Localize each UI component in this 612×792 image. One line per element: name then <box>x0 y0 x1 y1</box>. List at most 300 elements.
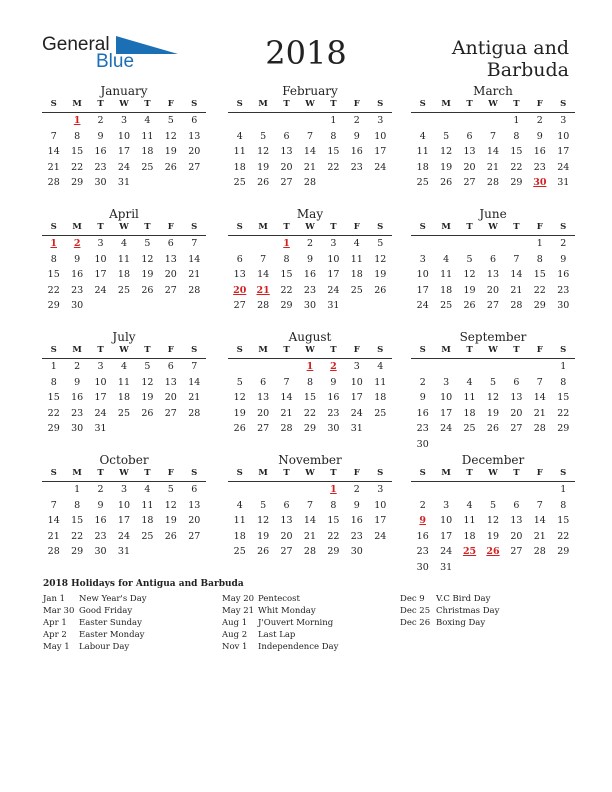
day-cell: 16 <box>416 407 429 419</box>
weekday-label: T <box>97 99 104 109</box>
weekday-header <box>411 468 575 482</box>
weekday-label: T <box>330 222 337 232</box>
holiday-name: Pentecost <box>258 594 300 604</box>
day-cell: 11 <box>117 253 131 265</box>
weekday-label: F <box>536 345 543 355</box>
weekday-label: S <box>50 222 57 232</box>
week-row <box>228 298 392 314</box>
day-cell: 25 <box>350 284 363 296</box>
empty-day-cell <box>434 359 457 375</box>
day-cell: 29 <box>533 300 546 311</box>
day-cell: 19 <box>486 407 500 419</box>
day-cell: 24 <box>374 161 387 173</box>
month-3 <box>42 207 206 314</box>
day-cell: 7 <box>50 130 57 142</box>
day-cell: 8 <box>536 253 543 265</box>
day-cell: 9 <box>353 130 360 142</box>
day-cell: 19 <box>374 269 387 280</box>
weekday-label: F <box>353 99 360 109</box>
holiday-date: Apr 2 <box>43 630 67 640</box>
weekday-label: S <box>191 222 198 232</box>
day-cell: 9 <box>560 253 567 265</box>
weekday-label: M <box>258 345 268 355</box>
day-cell: 28 <box>47 177 60 188</box>
day-cell: 29 <box>71 177 84 188</box>
day-cell: 6 <box>191 484 198 495</box>
holiday-date: Aug 1 <box>222 618 248 628</box>
day-cell: 14 <box>303 515 317 526</box>
week-row <box>228 144 392 160</box>
day-cell: 24 <box>416 300 429 311</box>
month-title: May <box>296 207 324 221</box>
day-cell: 16 <box>327 392 340 403</box>
empty-day-cell <box>552 560 575 576</box>
empty-day-cell <box>136 544 159 560</box>
day-cell: 19 <box>141 392 154 403</box>
day-cell: 31 <box>557 177 570 188</box>
holiday-entry <box>43 605 147 617</box>
day-cell: 21 <box>303 530 317 542</box>
weekday-label: T <box>283 468 290 478</box>
day-cell: 18 <box>463 407 476 419</box>
weekday-header <box>42 468 206 482</box>
day-cell: 9 <box>353 499 360 511</box>
week-row <box>411 498 575 514</box>
day-cell: 3 <box>120 115 127 126</box>
weekday-label: T <box>144 222 151 232</box>
day-cell: 8 <box>560 376 567 388</box>
weekday-label: T <box>513 468 520 478</box>
weekday-label: W <box>488 99 498 109</box>
month-title: September <box>459 330 527 344</box>
day-cell: 6 <box>513 499 520 511</box>
week-row <box>411 437 575 453</box>
holiday-name: V.C Bird Day <box>436 594 491 604</box>
day-cell: 14 <box>257 269 270 280</box>
day-cell: 5 <box>489 376 496 388</box>
day-cell: 26 <box>374 284 387 296</box>
month-title: November <box>278 453 342 467</box>
day-cell: 26 <box>164 530 177 542</box>
day-cell: 19 <box>164 146 177 157</box>
day-cell: 11 <box>141 130 154 142</box>
day-cell: 22 <box>533 284 546 296</box>
day-cell: 5 <box>236 376 243 388</box>
day-cell: 16 <box>303 269 317 280</box>
empty-day-cell <box>112 421 135 437</box>
week-row <box>42 267 206 283</box>
week-row <box>228 498 392 514</box>
weekday-header <box>42 222 206 236</box>
holiday-name: Easter Monday <box>79 630 145 640</box>
empty-day-cell <box>411 236 434 252</box>
week-row <box>42 544 206 560</box>
holiday-date: Dec 9 <box>400 594 425 604</box>
week-row <box>42 529 206 545</box>
day-cell: 29 <box>327 546 340 557</box>
holiday-column <box>400 593 499 629</box>
day-cell: 5 <box>260 499 267 511</box>
day-cell: 28 <box>188 284 201 296</box>
empty-day-cell <box>275 113 298 129</box>
day-cell: 24 <box>557 161 570 173</box>
day-cell: 28 <box>533 423 546 434</box>
day-cell: 22 <box>71 530 84 542</box>
holiday-day-cell: 2 <box>73 238 81 249</box>
day-cell: 18 <box>350 269 363 280</box>
day-cell: 12 <box>257 146 270 157</box>
day-cell: 17 <box>440 530 453 542</box>
day-cell: 20 <box>463 161 476 173</box>
logo-word-general: General <box>42 34 110 55</box>
weekday-label: M <box>258 468 268 478</box>
day-cell: 28 <box>510 300 523 311</box>
week-row <box>228 129 392 145</box>
empty-day-cell <box>251 113 274 129</box>
week-row <box>411 236 575 252</box>
weekday-label: S <box>50 99 57 109</box>
week-row <box>42 482 206 498</box>
day-cell: 2 <box>353 484 360 495</box>
week-row <box>42 359 206 375</box>
weekday-label: F <box>536 468 543 478</box>
weekday-label: M <box>258 99 268 109</box>
day-cell: 23 <box>350 530 363 542</box>
empty-day-cell <box>411 359 434 375</box>
day-cell: 3 <box>443 499 450 511</box>
week-row <box>411 406 575 422</box>
day-cell: 9 <box>306 253 313 265</box>
day-cell: 18 <box>463 530 476 542</box>
week-row <box>411 390 575 406</box>
day-cell: 28 <box>188 407 201 419</box>
day-cell: 24 <box>374 530 387 542</box>
weekday-label: F <box>167 222 174 232</box>
week-row <box>411 298 575 314</box>
day-cell: 6 <box>283 130 290 142</box>
empty-day-cell <box>528 482 551 498</box>
day-cell: 6 <box>513 376 520 388</box>
month-9 <box>42 453 206 560</box>
day-cell: 11 <box>374 376 387 388</box>
day-cell: 18 <box>233 530 246 542</box>
day-cell: 30 <box>94 177 107 188</box>
day-cell: 16 <box>533 146 546 157</box>
day-cell: 20 <box>280 161 293 173</box>
day-cell: 1 <box>536 238 543 249</box>
country-name <box>369 37 569 81</box>
weekday-label: S <box>419 468 426 478</box>
day-cell: 25 <box>141 530 154 542</box>
day-cell: 27 <box>164 284 177 296</box>
weekday-label: T <box>283 99 290 109</box>
day-cell: 10 <box>327 253 340 265</box>
day-cell: 5 <box>377 238 384 249</box>
day-cell: 21 <box>486 161 500 173</box>
day-cell: 21 <box>188 392 201 403</box>
empty-day-cell <box>228 113 251 129</box>
day-cell: 23 <box>303 284 317 296</box>
week-row <box>228 252 392 268</box>
day-cell: 25 <box>233 177 246 188</box>
day-cell: 3 <box>443 376 450 388</box>
weekday-label: S <box>236 222 243 232</box>
day-cell: 7 <box>489 130 496 142</box>
day-cell: 27 <box>463 177 476 188</box>
empty-day-cell <box>552 437 575 453</box>
day-cell: 2 <box>97 115 104 126</box>
day-cell: 14 <box>303 146 317 157</box>
holiday-day-cell: 26 <box>486 546 500 557</box>
day-cell: 17 <box>94 269 107 280</box>
holiday-day-cell: 1 <box>50 238 58 249</box>
weekday-label: M <box>72 468 82 478</box>
day-cell: 14 <box>533 515 546 526</box>
day-cell: 13 <box>164 376 177 388</box>
empty-day-cell <box>528 437 551 453</box>
empty-day-cell <box>159 544 182 560</box>
day-cell: 3 <box>419 253 426 265</box>
day-cell: 2 <box>419 499 426 511</box>
day-cell: 10 <box>557 130 570 142</box>
week-row <box>42 298 206 314</box>
day-cell: 18 <box>141 146 154 157</box>
day-cell: 4 <box>443 253 450 265</box>
day-cell: 6 <box>167 238 174 249</box>
day-cell: 30 <box>416 438 429 450</box>
empty-day-cell <box>322 175 345 191</box>
day-cell: 23 <box>416 546 429 557</box>
day-cell: 22 <box>510 161 523 173</box>
holiday-day-cell: 1 <box>330 484 337 495</box>
month-title: April <box>109 207 139 221</box>
holiday-entry <box>400 593 499 605</box>
day-cell: 11 <box>233 146 246 157</box>
week-row <box>42 160 206 176</box>
day-cell: 20 <box>164 269 177 280</box>
day-cell: 30 <box>71 300 84 311</box>
day-cell: 24 <box>440 423 453 434</box>
empty-day-cell <box>89 298 112 314</box>
day-cell: 7 <box>306 130 313 142</box>
day-cell: 23 <box>94 530 107 542</box>
weekday-label: T <box>283 222 290 232</box>
day-cell: 13 <box>510 392 523 403</box>
day-cell: 11 <box>416 146 429 157</box>
day-cell: 30 <box>350 546 363 557</box>
week-row <box>42 175 206 191</box>
week-row <box>228 482 392 498</box>
day-cell: 2 <box>353 115 360 126</box>
weekday-header <box>411 222 575 236</box>
day-cell: 26 <box>440 177 453 188</box>
day-cell: 20 <box>510 530 523 542</box>
day-cell: 20 <box>486 284 500 296</box>
day-cell: 28 <box>47 546 60 557</box>
day-cell: 4 <box>236 130 243 142</box>
month-4 <box>228 207 392 314</box>
month-1 <box>228 84 392 191</box>
holiday-date: Apr 1 <box>43 618 67 628</box>
day-cell: 24 <box>350 407 363 419</box>
empty-day-cell <box>298 113 321 129</box>
weekday-label: T <box>97 468 104 478</box>
weekday-label: S <box>377 99 384 109</box>
week-row <box>42 283 206 299</box>
weekday-label: T <box>144 99 151 109</box>
day-cell: 31 <box>440 561 453 573</box>
day-cell: 14 <box>486 146 500 157</box>
week-row <box>411 513 575 529</box>
day-cell: 26 <box>257 177 270 188</box>
day-cell: 23 <box>533 161 546 173</box>
day-cell: 23 <box>94 161 107 173</box>
holiday-day-cell: 25 <box>462 546 477 557</box>
day-cell: 19 <box>257 530 270 542</box>
day-cell: 19 <box>440 161 453 173</box>
day-cell: 15 <box>327 515 340 526</box>
day-cell: 7 <box>260 253 267 265</box>
holiday-name: Good Friday <box>79 606 133 616</box>
week-row <box>42 252 206 268</box>
day-cell: 9 <box>97 499 104 511</box>
weekday-label: W <box>305 222 315 232</box>
day-cell: 13 <box>486 269 500 280</box>
day-cell: 24 <box>117 530 131 542</box>
week-row <box>228 175 392 191</box>
day-cell: 6 <box>260 376 267 388</box>
day-cell: 29 <box>557 423 570 434</box>
week-row <box>42 236 206 252</box>
day-cell: 28 <box>257 300 270 311</box>
weekday-label: M <box>72 222 82 232</box>
holiday-day-cell: 9 <box>419 515 427 526</box>
day-cell: 10 <box>374 130 387 142</box>
empty-day-cell <box>434 482 457 498</box>
day-cell: 4 <box>144 115 151 126</box>
day-cell: 10 <box>440 392 453 403</box>
empty-day-cell <box>434 437 457 453</box>
empty-day-cell <box>481 437 504 453</box>
day-cell: 12 <box>141 253 154 265</box>
day-cell: 27 <box>280 177 293 188</box>
day-cell: 23 <box>71 284 84 296</box>
weekday-label: S <box>560 99 567 109</box>
empty-day-cell <box>183 298 206 314</box>
day-cell: 28 <box>280 423 293 434</box>
day-cell: 16 <box>416 530 429 542</box>
day-cell: 3 <box>120 484 127 495</box>
calendar-year: 2018 <box>265 34 347 72</box>
day-cell: 12 <box>233 392 246 403</box>
empty-day-cell <box>434 113 457 129</box>
holiday-date: May 21 <box>222 606 255 616</box>
holiday-name: Christmas Day <box>436 606 500 616</box>
country-line-1: Antigua and <box>451 37 569 59</box>
week-row <box>411 267 575 283</box>
day-cell: 4 <box>466 376 473 388</box>
month-5 <box>411 207 575 314</box>
empty-day-cell <box>275 482 298 498</box>
empty-day-cell <box>369 544 392 560</box>
day-cell: 18 <box>374 392 387 403</box>
weekday-label: F <box>167 345 174 355</box>
day-cell: 16 <box>350 146 363 157</box>
weekday-label: F <box>353 468 360 478</box>
day-cell: 22 <box>327 530 340 542</box>
day-cell: 13 <box>233 269 246 280</box>
day-cell: 23 <box>327 407 340 419</box>
week-row <box>228 375 392 391</box>
day-cell: 12 <box>440 146 453 157</box>
day-cell: 7 <box>513 253 520 265</box>
day-cell: 26 <box>141 284 154 296</box>
day-cell: 3 <box>330 238 337 249</box>
holiday-day-cell: 1 <box>283 238 290 249</box>
empty-day-cell <box>159 421 182 437</box>
day-cell: 31 <box>117 177 131 188</box>
weekday-label: F <box>353 345 360 355</box>
holiday-name: J'Ouvert Morning <box>258 618 334 628</box>
weekday-label: S <box>236 468 243 478</box>
week-row <box>42 129 206 145</box>
weekday-label: T <box>513 345 520 355</box>
month-8 <box>411 330 575 452</box>
holiday-date: Nov 1 <box>222 642 248 652</box>
day-cell: 15 <box>557 392 570 403</box>
day-cell: 22 <box>47 284 60 296</box>
day-cell: 15 <box>533 269 546 280</box>
day-cell: 20 <box>188 515 201 526</box>
day-cell: 27 <box>257 423 270 434</box>
holiday-day-cell: 20 <box>233 284 247 296</box>
day-cell: 12 <box>164 130 177 142</box>
day-cell: 12 <box>463 269 476 280</box>
day-cell: 29 <box>510 177 523 188</box>
empty-day-cell <box>183 175 206 191</box>
day-cell: 27 <box>188 530 201 542</box>
week-row <box>228 267 392 283</box>
week-row <box>228 283 392 299</box>
weekday-label: M <box>72 345 82 355</box>
day-cell: 6 <box>489 253 496 265</box>
day-cell: 11 <box>141 499 154 511</box>
empty-day-cell <box>228 359 251 375</box>
week-row <box>411 529 575 545</box>
weekday-header <box>42 345 206 359</box>
empty-day-cell <box>112 298 135 314</box>
day-cell: 30 <box>416 561 429 573</box>
day-cell: 6 <box>167 361 174 372</box>
day-cell: 15 <box>557 515 570 526</box>
empty-day-cell <box>228 482 251 498</box>
week-row <box>228 236 392 252</box>
day-cell: 27 <box>510 423 523 434</box>
empty-day-cell <box>505 482 528 498</box>
weekday-label: S <box>236 99 243 109</box>
day-cell: 5 <box>466 253 473 265</box>
weekday-label: M <box>441 222 451 232</box>
empty-day-cell <box>136 175 159 191</box>
day-cell: 9 <box>330 376 337 388</box>
week-row <box>411 144 575 160</box>
day-cell: 25 <box>117 407 131 419</box>
day-cell: 11 <box>233 515 246 526</box>
empty-day-cell <box>369 421 392 437</box>
day-cell: 13 <box>257 392 270 403</box>
day-cell: 2 <box>74 361 81 372</box>
month-title: December <box>461 453 525 467</box>
